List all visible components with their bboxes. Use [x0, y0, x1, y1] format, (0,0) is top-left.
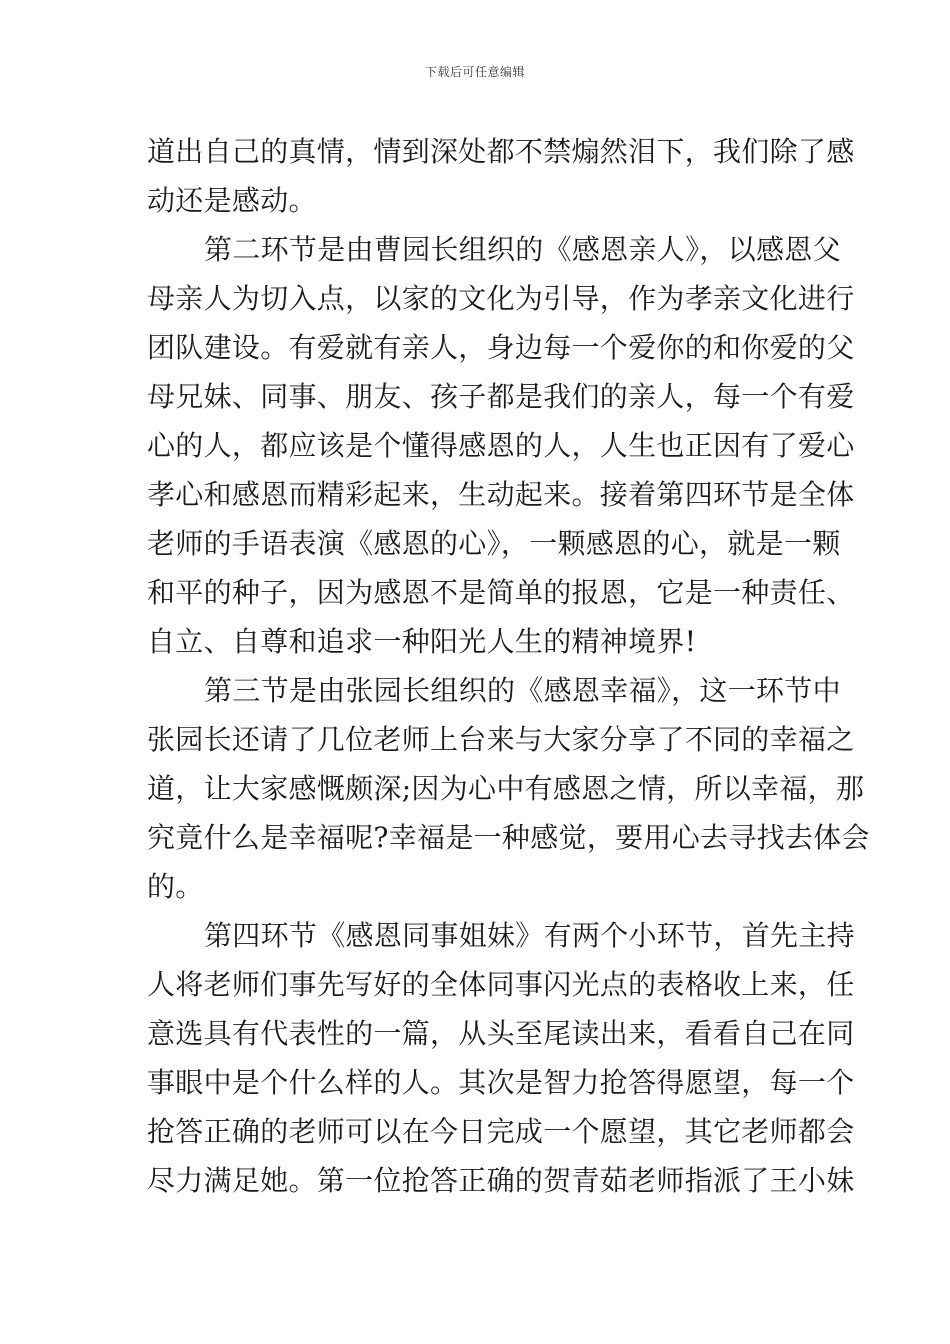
paragraph-start-line: 第二环节是由曹园长组织的《感恩亲人》，以感恩父	[204, 233, 841, 266]
paragraph-start-line: 第三节是由张园长组织的《感恩幸福》，这一环节中	[204, 674, 841, 707]
text-line: 张园长还请了几位老师上台来与大家分享了不同的幸福之	[147, 723, 855, 756]
text-line: 心的人，都应该是个懂得感恩的人，人生也正因有了爱心	[147, 429, 855, 462]
text-line: 孝心和感恩而精彩起来，生动起来。接着第四环节是全体	[147, 478, 855, 511]
text-line: 老师的手语表演《感恩的心》，一颗感恩的心，就是一颗	[147, 527, 841, 560]
text-line: 和平的种子，因为感恩不是简单的报恩，它是一种责任、	[147, 576, 855, 609]
text-line: 道出自己的真情，情到深处都不禁煽然泪下，我们除了感	[147, 135, 855, 168]
text-line: 意选具有代表性的一篇，从头至尾读出来，看看自己在同	[147, 1017, 855, 1050]
text-line: 人将老师们事先写好的全体同事闪光点的表格收上来，任	[147, 968, 855, 1001]
text-line: 事眼中是个什么样的人。其次是智力抢答得愿望，每一个	[147, 1066, 855, 1099]
text-line: 的。	[147, 870, 204, 903]
text-line: 团队建设。有爱就有亲人，身边每一个爱你的和你爱的父	[147, 331, 855, 364]
text-line: 究竟什么是幸福呢?幸福是一种感觉，要用心去寻找去体会	[147, 821, 870, 854]
body-text	[147, 127, 870, 1205]
paragraph-start-line: 第四环节《感恩同事姐妹》有两个小环节，首先主持	[204, 919, 855, 952]
text-line: 自立、自尊和追求一种阳光人生的精神境界!	[147, 625, 697, 658]
text-line: 道，让大家感慨颇深;因为心中有感恩之情，所以幸福，那	[147, 772, 865, 805]
text-line: 抢答正确的老师可以在今日完成一个愿望，其它老师都会	[147, 1115, 855, 1148]
page-header-note: 下载后可任意编辑	[424, 65, 525, 79]
text-line: 母兄妹、同事、朋友、孩子都是我们的亲人，每一个有爱	[147, 380, 855, 413]
text-line: 母亲人为切入点，以家的文化为引导，作为孝亲文化进行	[147, 282, 855, 315]
text-line: 尽力满足她。第一位抢答正确的贺青茹老师指派了王小妹	[147, 1164, 855, 1197]
text-line: 动还是感动。	[147, 184, 317, 217]
